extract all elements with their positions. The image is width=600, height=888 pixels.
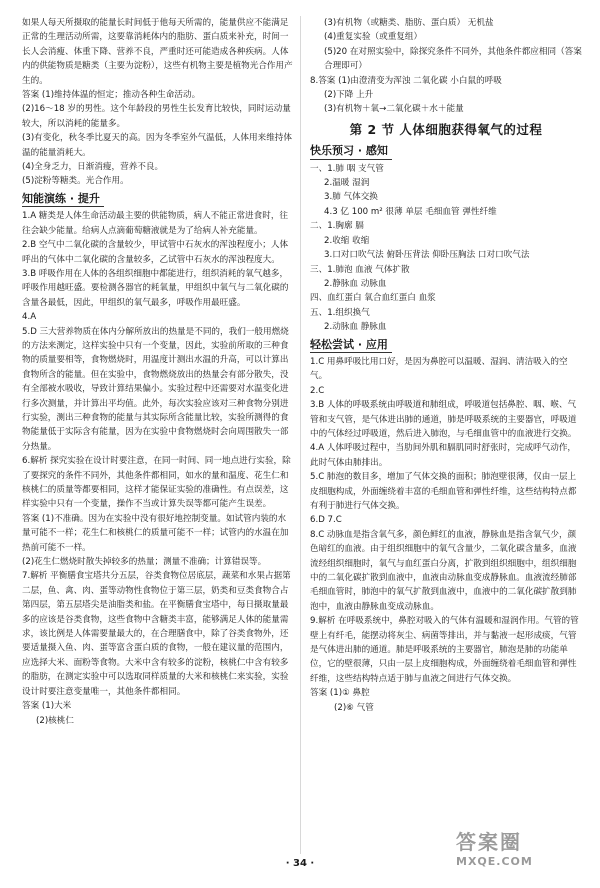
answer-paragraph: 8.答案 (1)由澄清变为浑浊 二氧化碳 小白鼠的呼吸 [310,75,502,86]
answer-paragraph: (3)有机物（或糖类、脂肪、蛋白质） 无机盐 [324,18,494,28]
answer-paragraph: 1.A 糖类是人体生命活动最主要的供能物质，病人不能正常进食时，往往会缺少能量。给病人点滴葡萄糖液就是为了给病人补充能量。 [22,211,289,236]
answer-paragraph: 1.C 用鼻呼吸比用口好，是因为鼻腔可以温暖、湿润、清洁吸入的空气。 [310,356,568,382]
answer-paragraph: 9.解析 在呼吸系统中，鼻腔对吸入的气体有温暖和湿润作用。气管的管壁上有纤毛，能摆动将灰尘、病菌等排出，并与黏液一起形成痰，气管是气体进出肺的通道。肺是呼吸系统的主要器官，肺泡是肺的功能单位，它的壁很薄，只由一层上皮细胞构成，外面缠绕着毛细血管和弹性纤维，这些结构特点适于肺与血液之间进行气体交换。 [310,616,579,684]
answer-paragraph: (2)⑥ 气管 [334,702,374,713]
answer-paragraph: (3)有变化，秋冬季比夏天的高。因为冬季室外气温低，人体用来维持体温的能量消耗大。 [22,133,292,158]
answer-paragraph: 答案 (1)不准确。因为在实验中没有很好地控制变量。如试管内装的水量可能不一样；花生仁和核桃仁的质量可能不一样；试管内的水温在加热前可能不一样。 [22,513,289,553]
answer-paragraph: 3.B 呼吸作用在人体的各组织细胞中都能进行，组织消耗的氧气越多，呼吸作用越旺盛。要检测各器官的耗氧量，甲组织中氧气与二氧化碳的含量各最低，因此，甲组织的氧气最多，呼吸作用最旺盛。 [22,268,289,308]
answer-paragraph: 2.静脉血 动脉血 [324,278,387,289]
answer-paragraph: (2)花生仁燃烧时散失掉较多的热量；测量不准确；计算错误等。 [22,557,267,568]
answer-paragraph: (4)重复实验（或重复组） [324,32,423,43]
answer-paragraph: 答案 (1)维持体温的恒定；推动各种生命活动。 [22,90,201,101]
answer-paragraph: 2.动脉血 静脉血 [324,322,387,333]
right-column [310,16,582,715]
answer-paragraph: (5)淀粉等糖类。光合作用。 [22,176,129,187]
answer-paragraph: 一、1.肺 咽 支气管 [310,163,384,174]
answer-paragraph: 3.肺 气体交换 [324,192,378,203]
watermark-logo [456,826,586,880]
section-heading: 知能演练 · 提升 [22,192,104,207]
section-heading: 轻松尝试 · 应用 [310,338,392,353]
answer-paragraph: (4)全身乏力，日渐消瘦，营养不良。 [22,162,164,173]
answer-paragraph: 4.A [22,312,37,323]
answer-paragraph: (2)下降 上升 [324,90,374,101]
answer-paragraph: 7.解析 平衡膳食宝塔共分五层，谷类食物位居底层，蔬菜和水果占据第二层，鱼、禽、肉、蛋等动物性食物位于第三层，奶类和豆类食物合占第四层，第五层塔尖是油脂类和盐。在平衡膳食宝塔中，每日摄取量最多的应该是谷类食物，这些食物中含糖类丰富，能够满足人体的能量需求，该比例是人体需要量最大的，在合理膳食中，除了谷类食物外，还要适量摄入鱼、肉、蛋等富含蛋白质的食物，一般在建议量的范围内，应选择大米、面粉等食物。大米中含有较多的淀粉，核桃仁中含有较多的脂肪，在测定实验中可以选取同样质量的大米和核桃仁来实验，实验设计时要注意变量唯一，其他条件都相同。 [22,571,291,697]
answer-paragraph: (2)核桃仁 [36,715,74,726]
watermark-text: 答案圈 [456,830,522,854]
answer-paragraph: 6.D 7.C [310,515,342,526]
answer-paragraph: 3.口对口吹气法 俯卧压背法 仰卧压胸法 口对口吹气法 [324,250,530,261]
answer-paragraph: 三、1.肺泡 血液 气体扩散 [310,264,410,275]
answer-paragraph: 4.3 亿 100 m² 很薄 单层 毛细血管 弹性纤维 [324,206,497,217]
answer-paragraph: 5.C 肺泡的数目多，增加了气体交换的面积；肺泡壁很薄，仅由一层上皮细胞构成，外面缠绕着丰富的毛细血管和弹性纤维，这些结构特点都有利于肺进行气体交换。 [310,472,577,511]
answer-paragraph: 答案 (1)大米 [22,701,72,712]
answer-paragraph: 2.收缩 收缩 [324,235,370,246]
answer-paragraph: 2.B 空气中二氧化碳的含量较少，甲试管中石灰水的浑浊程度小；人体呼出的气体中二氧化碳的含量较多，乙试管中石灰水的浑浊程度大。 [22,240,289,265]
answer-paragraph: 6.解析 探究实验在设计时要注意，在同一时间、同一地点进行实验，除了要探究的条件不同外，其他条件都相同，如水的量和温度、花生仁和核桃仁的质量等都要相同，这样才能保证实验的准确性。有点误差，这样实验中只有一个变量，操作不当或计算失误等都可能产生误差。 [22,456,291,510]
answer-paragraph: 四、血红蛋白 氧合血红蛋白 血浆 [310,293,436,304]
watermark-url: MXQE.COM [456,855,533,868]
answer-paragraph: 答案 (1)① 鼻腔 [310,688,370,699]
answer-paragraph: (5)20 在对照实验中，除探究条件不同外，其他条件都应相同（答案合理即可） [324,46,582,72]
answer-paragraph: 5.D 三大营养物质在体内分解所放出的热量是不同的，我们一般用燃烧的方法来测定，这样实验中只有一个变量，因此，实验前所取的三种食物的质量要相等，食物燃烧时，用温度计测出水温的升高，可以计算出食物所含的能量。但在实验中，食物燃烧放出的热量会有部分散失，没有全部被水吸收，导致计算结果偏小。实验过程中还需要对水温变化进行多次测量，并计算出平均值。此外，每次实验应该对三种食物分别进行实验，测出三种食物的能量与其实际所含能量比较，实验所测得的食物能量低于实际含有能量，因为在实验中食物燃烧时会向周围散失一部分热量。 [22,326,289,452]
section-heading: 快乐预习 · 感知 [310,144,392,159]
column-divider [300,16,301,854]
left-column [22,16,294,728]
answer-paragraph: 4.A 人体呼吸过程中，当肋间外肌和膈肌同时舒张时，完成呼气动作，此时气体由肺排出。 [310,443,577,468]
answer-paragraph: 3.B 人体的呼吸系统由呼吸道和肺组成，呼吸道包括鼻腔、咽、喉、气管和支气管，是气体进出肺的通道，肺是呼吸系统的主要器官，呼吸道中的气体经过呼吸道，然后进入肺泡，与毛细血管中的血液进行交换。 [310,400,577,439]
answer-paragraph: 8.C 动脉血是指含氧气多，颜色鲜红的血液，静脉血是指含氧气少，颜色暗红的血液。由于组织细胞中的氧气含量少，二氧化碳含量多，血液流经组织细胞时，氧气与血红蛋白分离，扩散到组织细胞中，组织细胞中的二氧化碳扩散到血液中，血液由动脉血变成静脉血。血液流经肺部毛细血管时，肺泡中的氧气扩散到血液中，血液中的二氧化碳扩散到肺泡中，血液由静脉血变成动脉血。 [310,529,577,612]
answer-paragraph: 如果人每天所摄取的能量长时间低于他每天所需的，能量供应不能满足正常的生理活动所需，这要靠消耗体内的脂肪、蛋白质来补充，时间一长人会消瘦、体重下降、营养不良，严重时还可能造成各种疾病。人体内的供能物质是糖类（主要为淀粉），这些有机物主要是植物光合作用产生的。 [22,18,293,86]
page-number: · 34 · [285,858,315,869]
answer-paragraph: 2.温暖 湿润 [324,178,370,189]
answer-paragraph: (2)16～18 岁的男性。这个年龄段的男性生长发育比较快，同时运动量较大，所以消耗的能量多。 [22,104,291,129]
answer-paragraph: 五、1.组织换气 [310,307,370,318]
lesson-title: 第 2 节 人体细胞获得氧气的过程 [349,121,543,137]
answer-paragraph: 2.C [310,385,325,396]
answer-paragraph: (3)有机物＋氧→二氧化碳＋水＋能量 [324,104,464,115]
answer-paragraph: 二、1.胸廓 膈 [310,221,364,232]
